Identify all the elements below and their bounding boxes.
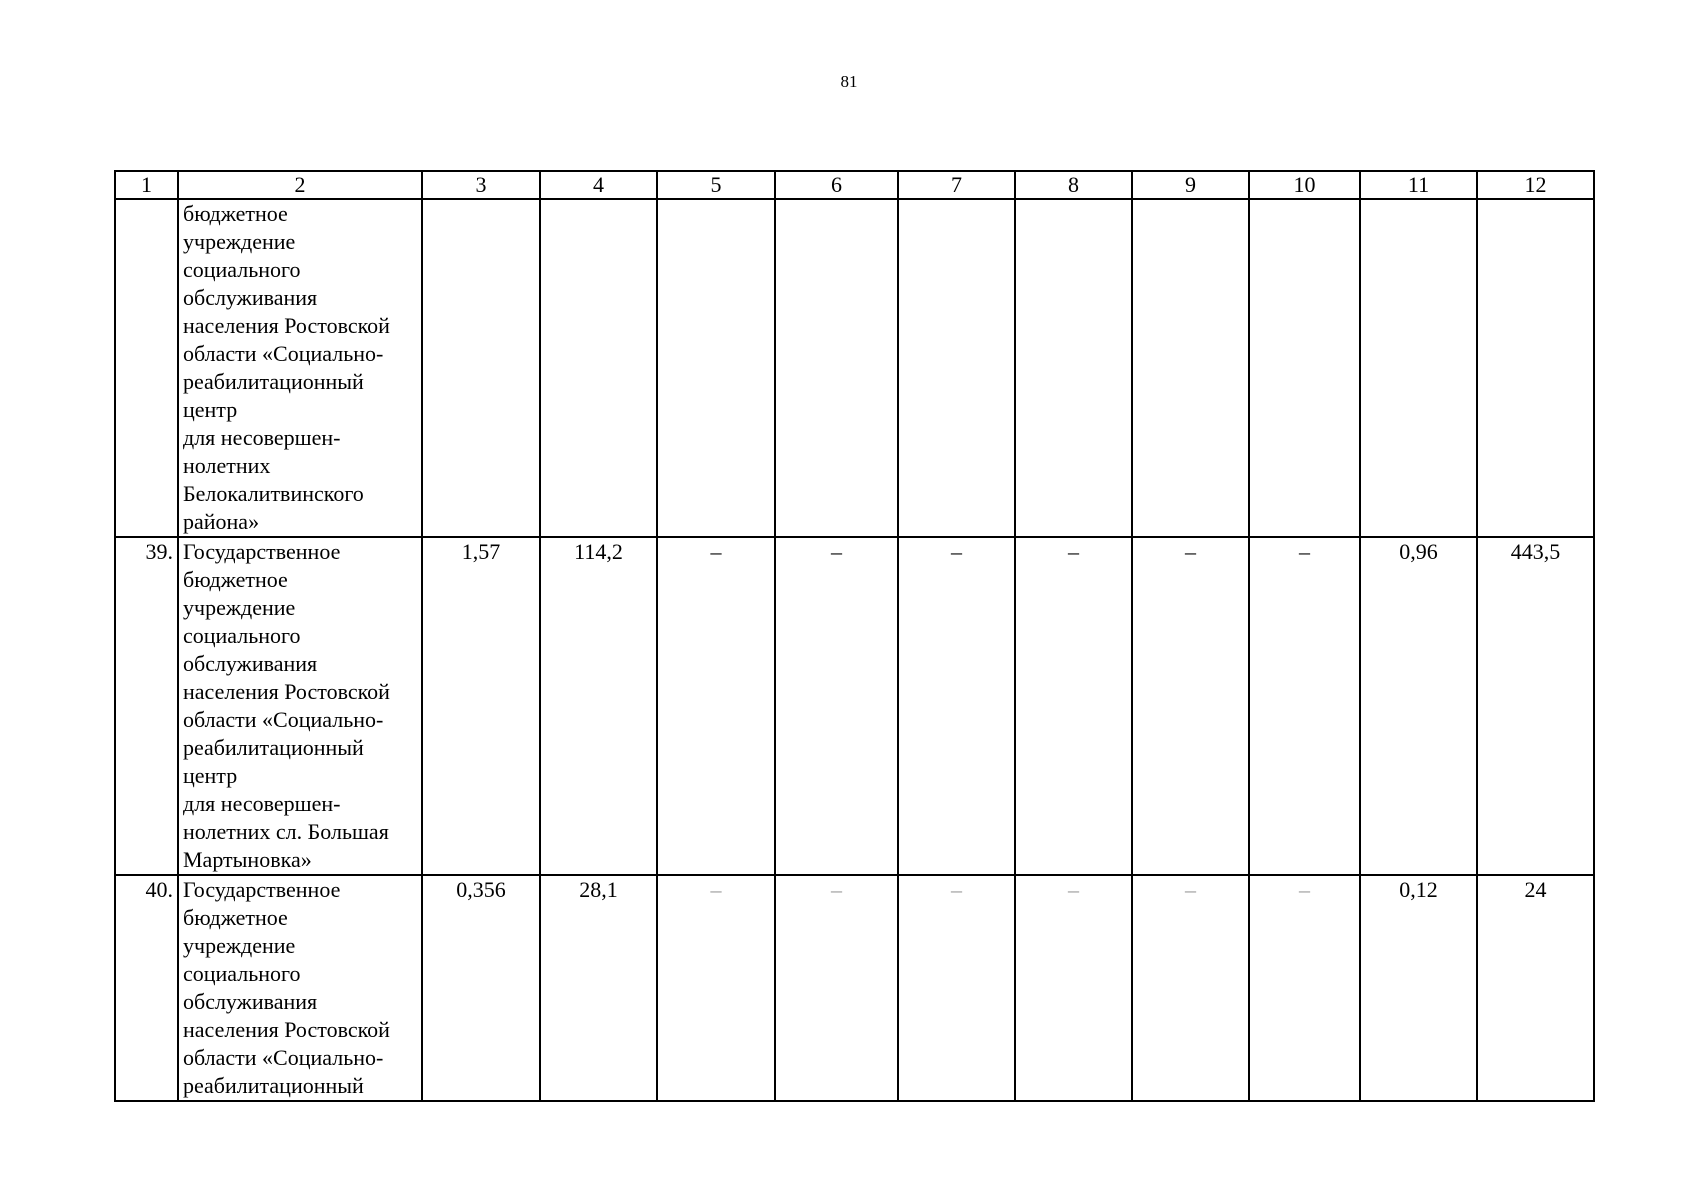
cell-col-11 xyxy=(1360,199,1477,537)
column-header-10: 10 xyxy=(1249,171,1360,199)
row-index: 39. xyxy=(115,537,178,875)
cell-col-12: 443,5 xyxy=(1477,537,1594,875)
cell-col-10: – xyxy=(1249,875,1360,1101)
column-header-8: 8 xyxy=(1015,171,1132,199)
column-header-3: 3 xyxy=(422,171,540,199)
cell-col-12 xyxy=(1477,199,1594,537)
institution-name: бюджетное учреждение социального обслуживания населения Ростовской области «Социально- реабилитационный центр для несовершен- нолетних Белокалитвинского района» xyxy=(178,199,422,537)
column-header-9: 9 xyxy=(1132,171,1249,199)
cell-col-5: – xyxy=(657,537,775,875)
cell-col-4: 114,2 xyxy=(540,537,657,875)
institution-name: Государственное бюджетное учреждение социального обслуживания населения Ростовской области «Социально- реабилитационный xyxy=(178,875,422,1101)
cell-col-8 xyxy=(1015,199,1132,537)
cell-col-5 xyxy=(657,199,775,537)
column-header-7: 7 xyxy=(898,171,1015,199)
row-index xyxy=(115,199,178,537)
cell-col-7 xyxy=(898,199,1015,537)
column-header-1: 1 xyxy=(115,171,178,199)
cell-col-8: – xyxy=(1015,537,1132,875)
cell-col-6: – xyxy=(775,537,898,875)
cell-col-4: 28,1 xyxy=(540,875,657,1101)
table-row xyxy=(115,537,1594,875)
cell-col-3: 1,57 xyxy=(422,537,540,875)
page-number: 81 xyxy=(840,72,858,91)
cell-col-11: 0,12 xyxy=(1360,875,1477,1101)
cell-col-3: 0,356 xyxy=(422,875,540,1101)
cell-col-6: – xyxy=(775,875,898,1101)
cell-col-7: – xyxy=(898,537,1015,875)
column-header-12: 12 xyxy=(1477,171,1594,199)
cell-col-7: – xyxy=(898,875,1015,1101)
table-row xyxy=(115,199,1594,537)
column-header-2: 2 xyxy=(178,171,422,199)
cell-col-3 xyxy=(422,199,540,537)
cell-col-8: – xyxy=(1015,875,1132,1101)
column-header-6: 6 xyxy=(775,171,898,199)
column-header-5: 5 xyxy=(657,171,775,199)
cell-col-4 xyxy=(540,199,657,537)
cell-col-9: – xyxy=(1132,875,1249,1101)
cell-col-10: – xyxy=(1249,537,1360,875)
data-table xyxy=(114,170,1595,1102)
cell-col-9 xyxy=(1132,199,1249,537)
cell-col-10 xyxy=(1249,199,1360,537)
cell-col-9: – xyxy=(1132,537,1249,875)
row-index: 40. xyxy=(115,875,178,1101)
table-row xyxy=(115,875,1594,1101)
column-header-4: 4 xyxy=(540,171,657,199)
cell-col-11: 0,96 xyxy=(1360,537,1477,875)
column-number-row xyxy=(115,171,1594,199)
cell-col-6 xyxy=(775,199,898,537)
institution-name: Государственное бюджетное учреждение социального обслуживания населения Ростовской области «Социально- реабилитационный центр для несовершен- нолетних сл. Большая Мартыновка» xyxy=(178,537,422,875)
cell-col-12: 24 xyxy=(1477,875,1594,1101)
column-header-11: 11 xyxy=(1360,171,1477,199)
cell-col-5: – xyxy=(657,875,775,1101)
